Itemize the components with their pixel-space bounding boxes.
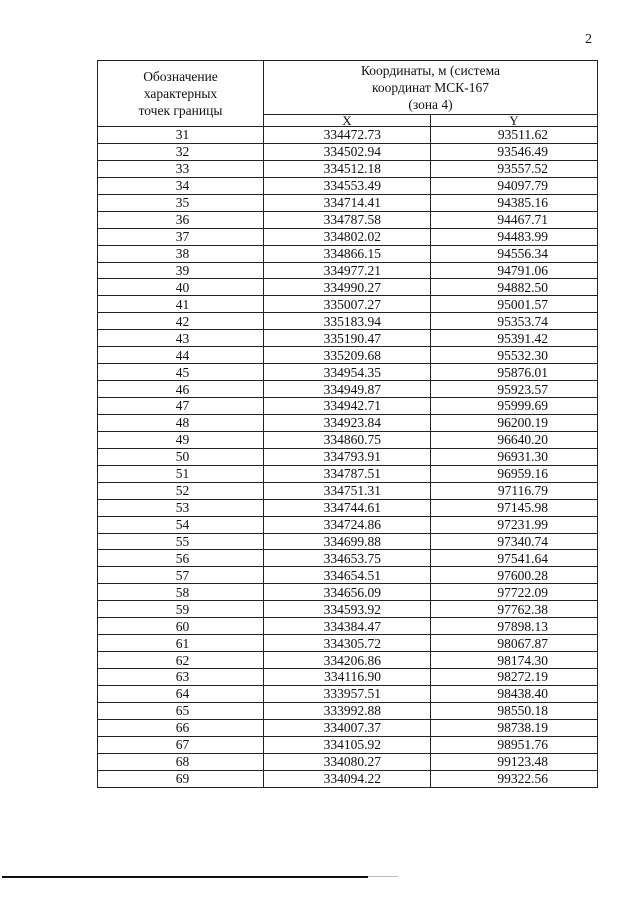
- point-id-cell: 55: [98, 533, 264, 550]
- table-row: [98, 550, 598, 567]
- y-coordinate-cell: 97898.13: [431, 618, 598, 635]
- y-coordinate-cell: 94882.50: [431, 279, 598, 296]
- y-coordinate-cell: 95923.57: [431, 381, 598, 398]
- table-row: [98, 533, 598, 550]
- table-row: [98, 685, 598, 702]
- table-row: [98, 279, 598, 296]
- point-id-cell: 40: [98, 279, 264, 296]
- table-row: [98, 702, 598, 719]
- table-body: [98, 127, 598, 788]
- point-label-text: Обозначение характерных точек границы: [138, 69, 223, 118]
- y-coordinate-cell: 95532.30: [431, 347, 598, 364]
- point-id-cell: 61: [98, 635, 264, 652]
- point-id-cell: 50: [98, 448, 264, 465]
- y-coordinate-cell: 97145.98: [431, 499, 598, 516]
- table-header: [98, 61, 598, 127]
- point-id-cell: 59: [98, 601, 264, 618]
- x-coordinate-cell: 334942.71: [264, 398, 431, 415]
- point-id-cell: 62: [98, 652, 264, 669]
- x-coordinate-cell: 335190.47: [264, 330, 431, 347]
- y-coordinate-cell: 95876.01: [431, 364, 598, 381]
- table-row: [98, 652, 598, 669]
- y-column-header: Y: [431, 115, 598, 127]
- table-row: [98, 414, 598, 431]
- point-id-cell: 31: [98, 127, 264, 144]
- y-coordinate-cell: 98272.19: [431, 669, 598, 686]
- point-id-cell: 66: [98, 719, 264, 736]
- point-id-cell: 48: [98, 414, 264, 431]
- x-coordinate-cell: 334954.35: [264, 364, 431, 381]
- y-coordinate-cell: 96959.16: [431, 465, 598, 482]
- point-id-cell: 43: [98, 330, 264, 347]
- point-id-cell: 57: [98, 567, 264, 584]
- y-coordinate-cell: 95001.57: [431, 296, 598, 313]
- point-id-cell: 58: [98, 584, 264, 601]
- point-id-cell: 68: [98, 753, 264, 770]
- table-row: [98, 465, 598, 482]
- x-coordinate-cell: 333957.51: [264, 685, 431, 702]
- y-coordinate-cell: 98174.30: [431, 652, 598, 669]
- table-row: [98, 618, 598, 635]
- x-coordinate-cell: 334860.75: [264, 431, 431, 448]
- table-row: [98, 736, 598, 753]
- y-coordinate-cell: 96931.30: [431, 448, 598, 465]
- point-id-cell: 54: [98, 516, 264, 533]
- y-coordinate-cell: 94791.06: [431, 262, 598, 279]
- table-row: [98, 567, 598, 584]
- x-coordinate-cell: 334949.87: [264, 381, 431, 398]
- point-id-cell: 53: [98, 499, 264, 516]
- point-id-cell: 67: [98, 736, 264, 753]
- x-coordinate-cell: 334206.86: [264, 652, 431, 669]
- point-id-cell: 42: [98, 313, 264, 330]
- y-coordinate-cell: 99322.56: [431, 770, 598, 787]
- table-row: [98, 245, 598, 262]
- point-id-cell: 51: [98, 465, 264, 482]
- table-row: [98, 177, 598, 194]
- y-coordinate-cell: 98951.76: [431, 736, 598, 753]
- table-row: [98, 398, 598, 415]
- point-id-cell: 64: [98, 685, 264, 702]
- table-row: [98, 143, 598, 160]
- x-coordinate-cell: 334923.84: [264, 414, 431, 431]
- x-coordinate-cell: 334384.47: [264, 618, 431, 635]
- table-row: [98, 499, 598, 516]
- x-coordinate-cell: 334751.31: [264, 482, 431, 499]
- x-coordinate-cell: 334593.92: [264, 601, 431, 618]
- table-row: [98, 482, 598, 499]
- table-row: [98, 381, 598, 398]
- x-coordinate-cell: 334305.72: [264, 635, 431, 652]
- y-coordinate-cell: 98438.40: [431, 685, 598, 702]
- point-id-cell: 52: [98, 482, 264, 499]
- x-coordinate-cell: 334116.90: [264, 669, 431, 686]
- point-id-cell: 39: [98, 262, 264, 279]
- point-id-cell: 47: [98, 398, 264, 415]
- x-coordinate-cell: 334502.94: [264, 143, 431, 160]
- x-coordinate-cell: 334080.27: [264, 753, 431, 770]
- table-row: [98, 448, 598, 465]
- x-coordinate-cell: 334553.49: [264, 177, 431, 194]
- point-label-header: [98, 61, 264, 127]
- x-coordinate-cell: 334654.51: [264, 567, 431, 584]
- table-row: [98, 194, 598, 211]
- table-row: [98, 330, 598, 347]
- table-row: [98, 770, 598, 787]
- y-coordinate-cell: 94467.71: [431, 211, 598, 228]
- point-id-cell: 49: [98, 431, 264, 448]
- x-coordinate-cell: 334105.92: [264, 736, 431, 753]
- table-row: [98, 516, 598, 533]
- point-id-cell: 33: [98, 160, 264, 177]
- x-coordinate-cell: 334787.58: [264, 211, 431, 228]
- y-coordinate-cell: 94556.34: [431, 245, 598, 262]
- x-coordinate-cell: 334724.86: [264, 516, 431, 533]
- table-row: [98, 584, 598, 601]
- y-coordinate-cell: 97762.38: [431, 601, 598, 618]
- table-row: [98, 719, 598, 736]
- x-column-header: X: [264, 115, 431, 127]
- footer-rule: [2, 876, 368, 878]
- y-coordinate-cell: 97231.99: [431, 516, 598, 533]
- table-row: [98, 364, 598, 381]
- footer-rule-tail: [368, 876, 398, 877]
- y-coordinate-cell: 94385.16: [431, 194, 598, 211]
- y-coordinate-cell: 93511.62: [431, 127, 598, 144]
- table-row: [98, 635, 598, 652]
- point-id-cell: 38: [98, 245, 264, 262]
- table-row: [98, 296, 598, 313]
- y-coordinate-cell: 93546.49: [431, 143, 598, 160]
- page-number: 2: [585, 32, 592, 47]
- x-coordinate-cell: 334094.22: [264, 770, 431, 787]
- y-coordinate-cell: 99123.48: [431, 753, 598, 770]
- point-id-cell: 44: [98, 347, 264, 364]
- x-coordinate-cell: 334472.73: [264, 127, 431, 144]
- y-coordinate-cell: 95391.42: [431, 330, 598, 347]
- y-coordinate-cell: 98067.87: [431, 635, 598, 652]
- y-coordinate-cell: 97541.64: [431, 550, 598, 567]
- x-coordinate-cell: 334653.75: [264, 550, 431, 567]
- x-coordinate-cell: 334977.21: [264, 262, 431, 279]
- y-coordinate-cell: 93557.52: [431, 160, 598, 177]
- point-id-cell: 36: [98, 211, 264, 228]
- table-row: [98, 601, 598, 618]
- point-id-cell: 63: [98, 669, 264, 686]
- x-coordinate-cell: 334656.09: [264, 584, 431, 601]
- x-coordinate-cell: 335007.27: [264, 296, 431, 313]
- coordinates-table: [97, 60, 598, 788]
- point-id-cell: 34: [98, 177, 264, 194]
- x-coordinate-cell: 334512.18: [264, 160, 431, 177]
- y-coordinate-cell: 95999.69: [431, 398, 598, 415]
- table-row: [98, 313, 598, 330]
- y-coordinate-cell: 97600.28: [431, 567, 598, 584]
- y-coordinate-cell: 97116.79: [431, 482, 598, 499]
- y-coordinate-cell: 96640.20: [431, 431, 598, 448]
- y-coordinate-cell: 97722.09: [431, 584, 598, 601]
- point-id-cell: 46: [98, 381, 264, 398]
- table-row: [98, 228, 598, 245]
- y-coordinate-cell: 94097.79: [431, 177, 598, 194]
- x-coordinate-cell: 333992.88: [264, 702, 431, 719]
- x-coordinate-cell: 334802.02: [264, 228, 431, 245]
- table-row: [98, 753, 598, 770]
- y-coordinate-cell: 98550.18: [431, 702, 598, 719]
- table-row: [98, 160, 598, 177]
- y-coordinate-cell: 97340.74: [431, 533, 598, 550]
- y-coordinate-cell: 96200.19: [431, 414, 598, 431]
- coordinates-group-text: Координаты, м (система координат МСК-167 (зона 4): [360, 63, 501, 112]
- table-row: [98, 669, 598, 686]
- y-coordinate-cell: 94483.99: [431, 228, 598, 245]
- table-row: [98, 127, 598, 144]
- point-id-cell: 41: [98, 296, 264, 313]
- point-id-cell: 32: [98, 143, 264, 160]
- point-id-cell: 69: [98, 770, 264, 787]
- table-row: [98, 431, 598, 448]
- table-row: [98, 211, 598, 228]
- x-coordinate-cell: 334793.91: [264, 448, 431, 465]
- x-coordinate-cell: 334007.37: [264, 719, 431, 736]
- x-coordinate-cell: 334714.41: [264, 194, 431, 211]
- x-coordinate-cell: 335209.68: [264, 347, 431, 364]
- y-coordinate-cell: 98738.19: [431, 719, 598, 736]
- point-id-cell: 45: [98, 364, 264, 381]
- point-id-cell: 60: [98, 618, 264, 635]
- coordinates-group-header: [264, 61, 598, 115]
- x-coordinate-cell: 335183.94: [264, 313, 431, 330]
- x-coordinate-cell: 334866.15: [264, 245, 431, 262]
- table-row: [98, 262, 598, 279]
- point-id-cell: 56: [98, 550, 264, 567]
- x-coordinate-cell: 334787.51: [264, 465, 431, 482]
- point-id-cell: 35: [98, 194, 264, 211]
- x-coordinate-cell: 334699.88: [264, 533, 431, 550]
- x-coordinate-cell: 334990.27: [264, 279, 431, 296]
- point-id-cell: 37: [98, 228, 264, 245]
- x-coordinate-cell: 334744.61: [264, 499, 431, 516]
- point-id-cell: 65: [98, 702, 264, 719]
- y-coordinate-cell: 95353.74: [431, 313, 598, 330]
- table-row: [98, 347, 598, 364]
